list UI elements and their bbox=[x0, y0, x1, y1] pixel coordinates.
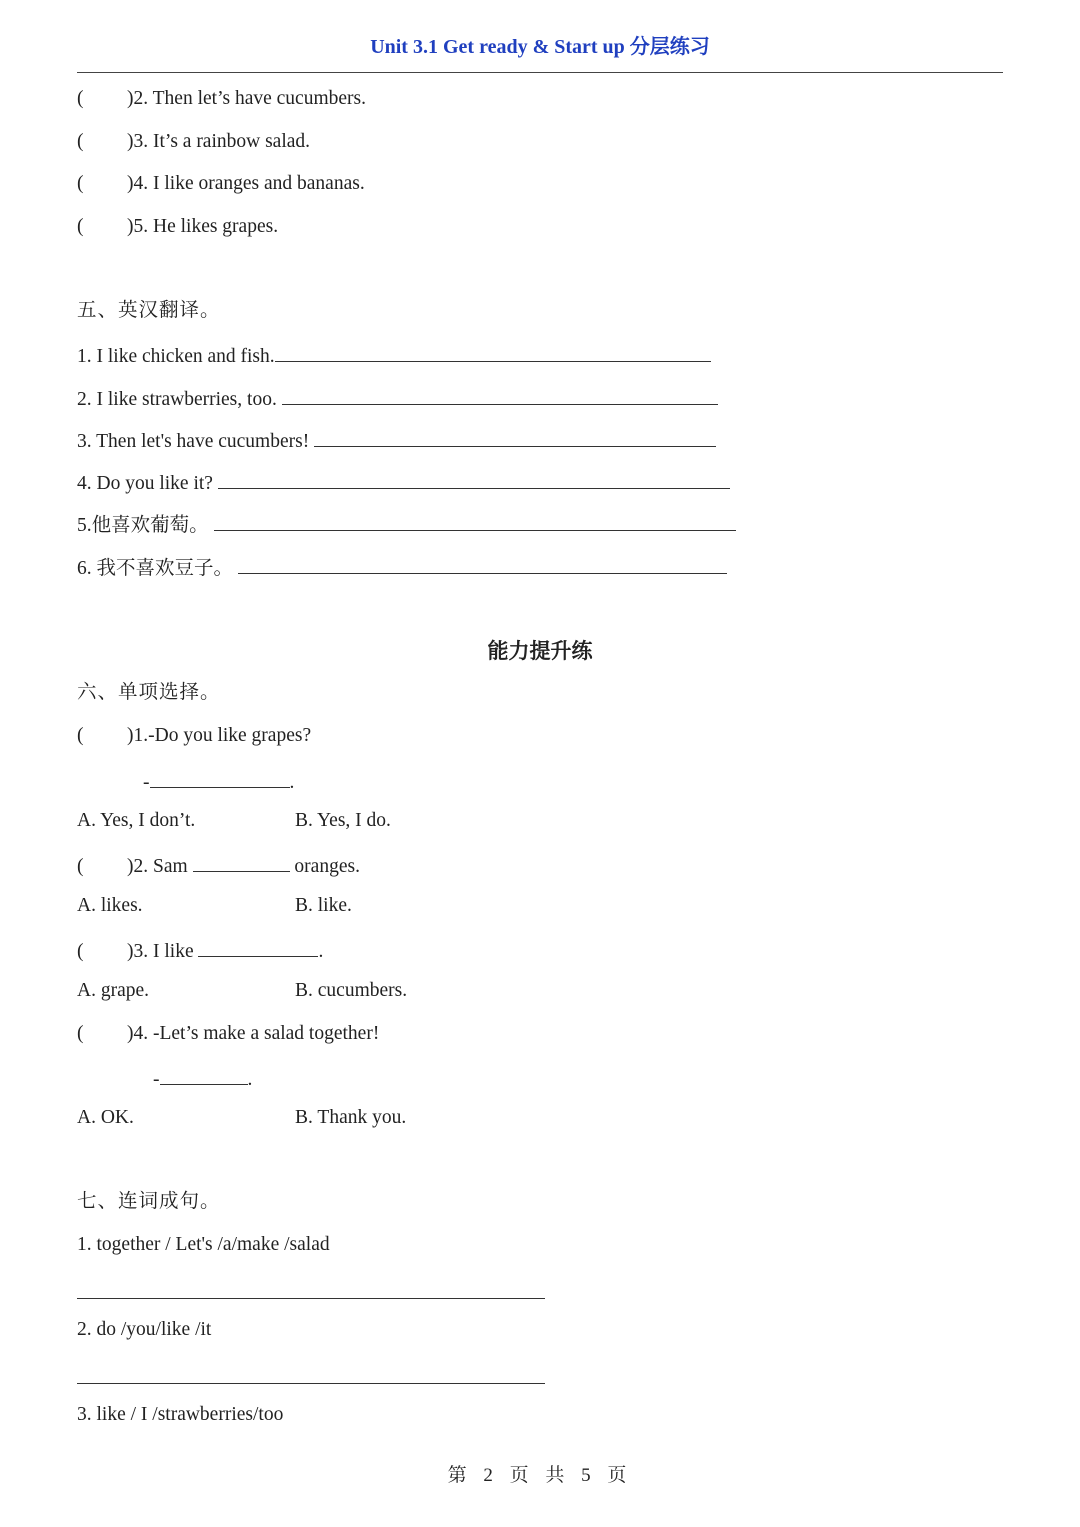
choice-q1-option-b: B. Yes, I do. bbox=[295, 810, 391, 831]
answer-blank bbox=[275, 341, 711, 362]
page-header-title: Unit 3.1 Get ready & Start up 分层练习 bbox=[370, 36, 710, 58]
answer-blank bbox=[150, 767, 290, 788]
answer-blank bbox=[193, 851, 290, 872]
choice-q3-option-a: A. grape. bbox=[77, 980, 150, 1001]
choice-q4-text: )4. -Let’s make a salad together! bbox=[127, 1023, 380, 1044]
answer-paren: ( bbox=[77, 1023, 84, 1044]
choice-q2-option-a: A. likes. bbox=[77, 895, 143, 916]
translation-text-3: 3. Then let's have cucumbers! bbox=[77, 431, 310, 452]
choice-q4-option-b: B. Thank you. bbox=[295, 1107, 407, 1128]
section-ordering-title: 七、连词成句。 bbox=[77, 1191, 221, 1212]
answer-blank bbox=[238, 553, 727, 574]
answer-paren: ( bbox=[77, 131, 84, 152]
judgement-text-3: )3. It’s a rainbow salad. bbox=[127, 131, 311, 152]
choice-q2 bbox=[77, 851, 360, 880]
translation-item-3 bbox=[77, 426, 716, 455]
judgement-item-3 bbox=[77, 129, 310, 155]
choice-q1-option-a: A. Yes, I don’t. bbox=[77, 810, 196, 831]
reply-end: . bbox=[289, 772, 295, 793]
judgement-text-4: )4. I like oranges and bananas. bbox=[127, 173, 365, 194]
reply-dash: - bbox=[143, 772, 150, 793]
ordering-answer-line-2 bbox=[77, 1383, 545, 1384]
choice-q2-text-post: oranges. bbox=[289, 856, 360, 877]
judgement-item-5 bbox=[77, 214, 278, 240]
answer-paren: ( bbox=[77, 941, 84, 962]
answer-paren: ( bbox=[77, 173, 84, 194]
ordering-item-2: 2. do /you/like /it bbox=[77, 1319, 212, 1340]
choice-q3-option-b: B. cucumbers. bbox=[295, 980, 408, 1001]
answer-blank bbox=[314, 426, 716, 447]
answer-blank bbox=[282, 384, 718, 405]
translation-item-1 bbox=[77, 341, 711, 370]
translation-text-6: 6. 我不喜欢豆子。 bbox=[77, 558, 234, 579]
choice-q2-text-pre: )2. Sam bbox=[127, 856, 193, 877]
translation-text-4: 4. Do you like it? bbox=[77, 473, 213, 494]
choice-q4-reply bbox=[153, 1064, 252, 1093]
answer-paren: ( bbox=[77, 725, 84, 746]
choice-q1-text: )1.-Do you like grapes? bbox=[127, 725, 312, 746]
judgement-item-2 bbox=[77, 86, 366, 112]
translation-text-5: 5.他喜欢葡萄。 bbox=[77, 515, 209, 536]
answer-blank bbox=[198, 936, 318, 957]
choice-q1-reply bbox=[143, 767, 294, 796]
choice-q3-text-pre: )3. I like bbox=[127, 941, 199, 962]
answer-blank bbox=[218, 468, 730, 489]
choice-q1 bbox=[77, 723, 311, 749]
section-translation-title: 五、英汉翻译。 bbox=[77, 300, 221, 321]
judgement-text-2: )2. Then let’s have cucumbers. bbox=[127, 88, 366, 109]
translation-text-2: 2. I like strawberries, too. bbox=[77, 389, 277, 410]
ordering-answer-line-1 bbox=[77, 1298, 545, 1299]
ability-section-title: 能力提升练 bbox=[487, 639, 593, 663]
translation-item-5 bbox=[77, 510, 736, 539]
reply-end: . bbox=[247, 1069, 253, 1090]
ordering-item-3: 3. like / I /strawberries/too bbox=[77, 1404, 284, 1425]
translation-item-4 bbox=[77, 468, 730, 497]
page-footer: 第 2 页 共 5 页 bbox=[447, 1465, 633, 1486]
answer-paren: ( bbox=[77, 856, 84, 877]
ordering-item-1: 1. together / Let's /a/make /salad bbox=[77, 1234, 330, 1255]
choice-q3-text-post: . bbox=[318, 941, 324, 962]
header-divider bbox=[77, 72, 1003, 73]
answer-paren: ( bbox=[77, 88, 84, 109]
translation-item-6 bbox=[77, 553, 727, 582]
choice-q3 bbox=[77, 936, 323, 965]
answer-paren: ( bbox=[77, 216, 84, 237]
choice-q4 bbox=[77, 1021, 379, 1047]
reply-dash: - bbox=[153, 1069, 160, 1090]
translation-text-1: 1. I like chicken and fish. bbox=[77, 346, 275, 367]
judgement-text-5: )5. He likes grapes. bbox=[127, 216, 279, 237]
judgement-item-4 bbox=[77, 171, 365, 197]
answer-blank bbox=[160, 1064, 248, 1085]
choice-q4-option-a: A. OK. bbox=[77, 1107, 134, 1128]
translation-item-2 bbox=[77, 384, 718, 413]
answer-blank bbox=[214, 510, 736, 531]
choice-q2-option-b: B. like. bbox=[295, 895, 352, 916]
section-choice-title: 六、单项选择。 bbox=[77, 682, 221, 703]
